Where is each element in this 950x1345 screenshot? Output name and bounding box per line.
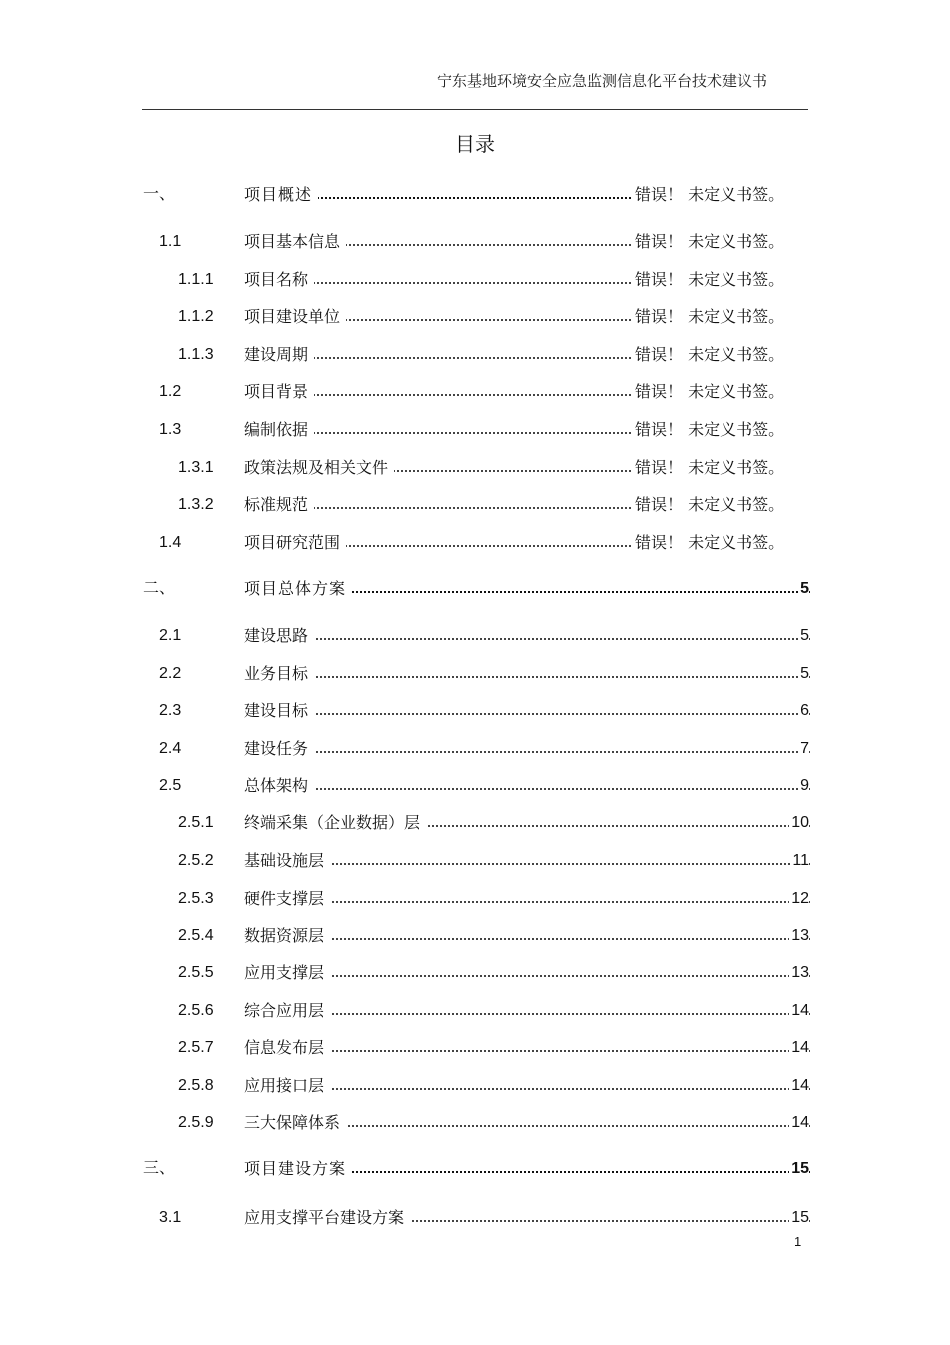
toc-entry-number: 2.5.3	[178, 890, 214, 907]
toc-entry-title: 数据资源层	[244, 923, 330, 949]
toc-entry-page: 错误！ 未定义书签。	[633, 492, 784, 518]
toc-entry[interactable]	[0, 304, 950, 330]
toc-entry-page: 12	[789, 886, 809, 912]
toc-entry-title: 项目总体方案	[244, 576, 352, 602]
toc-entry-title: 项目背景	[244, 379, 314, 405]
toc-entry[interactable]	[0, 1110, 950, 1136]
toc-entry-title: 业务目标	[244, 661, 314, 687]
toc-dot-leader	[300, 319, 635, 321]
toc-dot-leader	[300, 591, 810, 593]
toc-dot-leader	[300, 507, 635, 509]
toc-entry-title: 标准规范	[244, 492, 314, 518]
toc-entry-title: 项目建设方案	[244, 1156, 352, 1182]
toc-entry[interactable]	[0, 530, 950, 556]
toc-entry-title: 基础设施层	[244, 848, 330, 874]
toc-entry-number: 二、	[143, 580, 176, 597]
toc-entry[interactable]	[0, 229, 950, 255]
toc-entry[interactable]	[0, 960, 950, 986]
toc-entry-page: 10	[789, 810, 809, 836]
toc-entry-page: 错误！ 未定义书签。	[633, 530, 784, 556]
toc-title: 目录	[455, 132, 495, 156]
toc-dot-leader	[300, 432, 635, 434]
toc-entry-page: 13	[789, 923, 809, 949]
toc-entry-title: 政策法规及相关文件	[244, 455, 394, 481]
toc-entry-title: 项目研究范围	[244, 530, 346, 556]
toc-entry-number: 1.1.1	[178, 271, 214, 288]
toc-entry-number: 2.5.9	[178, 1114, 214, 1131]
toc-entry-title: 应用支撑平台建设方案	[244, 1205, 410, 1231]
toc-entry-page: 错误！ 未定义书签。	[633, 455, 784, 481]
document-header-title: 宁东基地环境安全应急监测信息化平台技术建议书	[436, 72, 767, 90]
toc-entry-page: 15	[789, 1205, 809, 1231]
toc-entry-number: 1.1.3	[178, 346, 214, 363]
toc-entry-page: 5	[798, 661, 809, 687]
toc-entry-page: 14	[789, 1110, 809, 1136]
toc-entry-page: 错误！ 未定义书签。	[633, 417, 784, 443]
toc-entry-page: 14	[789, 998, 809, 1024]
toc-dot-leader	[300, 357, 635, 359]
toc-entry-number: 1.3.1	[178, 459, 214, 476]
toc-entry-number: 1.3.2	[178, 496, 214, 513]
toc-dot-leader	[300, 901, 810, 903]
toc-entry-page: 7	[798, 736, 809, 762]
toc-entry-number: 2.5.8	[178, 1077, 214, 1094]
toc-entry-title: 应用接口层	[244, 1073, 330, 1099]
toc-entry[interactable]	[0, 698, 950, 724]
toc-entry-page: 错误！ 未定义书签。	[633, 182, 784, 208]
toc-entry-page: 错误！ 未定义书签。	[633, 229, 784, 255]
toc-entry-number: 2.3	[159, 702, 182, 719]
toc-entry-page: 14	[789, 1035, 809, 1061]
toc-entry-number: 三、	[143, 1160, 176, 1177]
toc-dot-leader	[300, 713, 810, 715]
toc-entry-page: 14	[789, 1073, 809, 1099]
toc-entry-number: 1.3	[159, 421, 182, 438]
toc-entry[interactable]	[0, 848, 950, 874]
toc-dot-leader	[300, 1088, 810, 1090]
toc-entry-number: 2.5	[159, 777, 182, 794]
toc-dot-leader	[300, 1013, 810, 1015]
toc-entry[interactable]	[0, 923, 950, 949]
toc-entry-number: 2.5.1	[178, 814, 214, 831]
toc-entry-title: 建设任务	[244, 736, 314, 762]
toc-entry-number: 1.2	[159, 383, 182, 400]
toc-dot-leader	[300, 863, 810, 865]
toc-dot-leader	[300, 1050, 810, 1052]
page-number: 1	[794, 1234, 802, 1249]
toc-entry-title: 终端采集（企业数据）层	[244, 810, 426, 836]
toc-entry-number: 2.5.4	[178, 927, 214, 944]
toc-chapter-entry[interactable]	[0, 1156, 950, 1182]
toc-entry[interactable]	[0, 661, 950, 687]
toc-dot-leader	[300, 676, 810, 678]
toc-entry-page: 9	[798, 773, 809, 799]
toc-entry-title: 建设目标	[244, 698, 314, 724]
toc-entry[interactable]	[0, 623, 950, 649]
toc-entry[interactable]	[0, 736, 950, 762]
toc-entry-number: 1.1.2	[178, 308, 214, 325]
toc-entry-page: 6	[798, 698, 809, 724]
toc-dot-leader	[300, 197, 635, 199]
toc-entry[interactable]	[0, 267, 950, 293]
toc-entry[interactable]	[0, 455, 950, 481]
toc-entry[interactable]	[0, 1205, 950, 1231]
toc-entry-page: 13	[789, 960, 809, 986]
toc-entry-title: 建设思路	[244, 623, 314, 649]
toc-dot-leader	[300, 394, 635, 396]
toc-dot-leader	[300, 244, 635, 246]
toc-entry-page: 错误！ 未定义书签。	[633, 379, 784, 405]
toc-entry-page: 5	[798, 576, 809, 602]
toc-entry-number: 3.1	[159, 1209, 182, 1226]
toc-entry-page: 15	[789, 1156, 809, 1182]
toc-dot-leader	[300, 788, 810, 790]
toc-dot-leader	[300, 282, 635, 284]
toc-entry[interactable]	[0, 342, 950, 368]
toc-dot-leader	[300, 938, 810, 940]
toc-entry-number: 一、	[143, 186, 176, 203]
toc-entry[interactable]	[0, 886, 950, 912]
toc-entry[interactable]	[0, 1073, 950, 1099]
toc-entry-page: 错误！ 未定义书签。	[633, 304, 784, 330]
toc-entry-title: 编制依据	[244, 417, 314, 443]
toc-dot-leader	[300, 1171, 810, 1173]
toc-dot-leader	[300, 975, 810, 977]
toc-entry-title: 综合应用层	[244, 998, 330, 1024]
toc-entry-number: 2.2	[159, 665, 182, 682]
toc-entry-title: 建设周期	[244, 342, 314, 368]
toc-entry-number: 2.5.6	[178, 1002, 214, 1019]
toc-chapter-entry[interactable]	[0, 182, 950, 208]
toc-entry[interactable]	[0, 1035, 950, 1061]
toc-entry-title: 项目建设单位	[244, 304, 346, 330]
toc-entry-page: 11	[790, 848, 809, 874]
toc-entry-title: 项目名称	[244, 267, 314, 293]
toc-entry-number: 1.4	[159, 534, 182, 551]
toc-entry-page: 错误！ 未定义书签。	[633, 267, 784, 293]
toc-dot-leader	[300, 1125, 810, 1127]
toc-entry[interactable]	[0, 773, 950, 799]
toc-entry-page: 错误！ 未定义书签。	[633, 342, 784, 368]
toc-entry-number: 2.5.2	[178, 852, 214, 869]
toc-entry-title: 应用支撑层	[244, 960, 330, 986]
toc-entry-page: 5	[798, 623, 809, 649]
toc-dot-leader	[300, 545, 635, 547]
toc-entry-number: 2.5.7	[178, 1039, 214, 1056]
toc-entry-number: 1.1	[159, 233, 182, 250]
toc-entry-title: 总体架构	[244, 773, 314, 799]
toc-chapter-entry[interactable]	[0, 576, 950, 602]
toc-entry[interactable]	[0, 810, 950, 836]
toc-entry-title: 项目基本信息	[244, 229, 346, 255]
toc-entry-title: 项目概述	[244, 182, 318, 208]
toc-dot-leader	[300, 638, 810, 640]
toc-entry-title: 硬件支撑层	[244, 886, 330, 912]
toc-entry-title: 三大保障体系	[244, 1110, 346, 1136]
toc-entry-number: 2.4	[159, 740, 182, 757]
toc-entry[interactable]	[0, 492, 950, 518]
toc-entry-title: 信息发布层	[244, 1035, 330, 1061]
toc-entry[interactable]	[0, 998, 950, 1024]
toc-entry-number: 2.5.5	[178, 964, 214, 981]
toc-entry-number: 2.1	[159, 627, 182, 644]
toc-dot-leader	[300, 751, 810, 753]
toc-entry[interactable]	[0, 417, 950, 443]
toc-entry[interactable]	[0, 379, 950, 405]
